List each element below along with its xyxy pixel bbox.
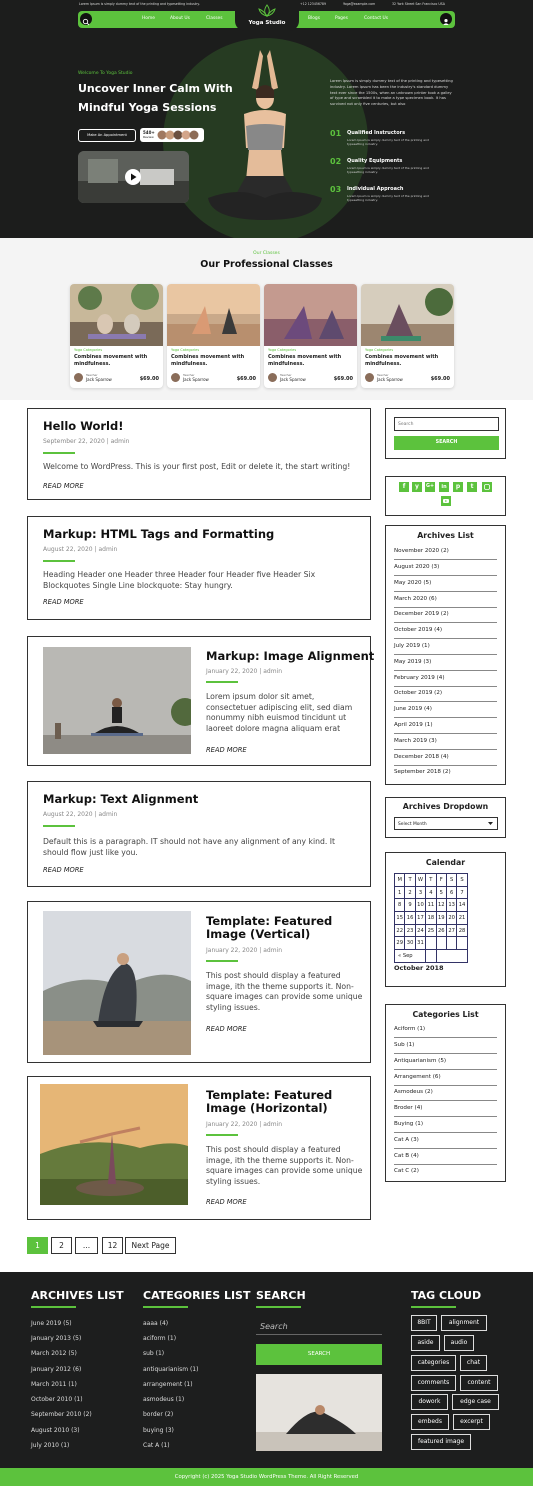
archive-link[interactable]: July 2019 (1) (394, 639, 497, 655)
archive-link[interactable]: November 2020 (2) (394, 544, 497, 560)
feature-title: Quality Equipments (347, 158, 403, 164)
archive-link[interactable]: April 2019 (1) (394, 718, 497, 734)
teacher-label: Teacher (86, 373, 98, 377)
footer-categories-title: CATEGORIES LIST (143, 1289, 251, 1302)
site-logo[interactable] (235, 3, 299, 31)
feature-text: Lorem Ipsum is simply dummy text of the printing and typesetting industry. (347, 138, 429, 147)
youtube-icon[interactable] (441, 496, 451, 506)
class-title[interactable]: Combines movement with mindfulness. (365, 354, 439, 367)
user-icon[interactable] (440, 13, 452, 25)
archive-link[interactable]: October 2019 (4) (394, 623, 497, 639)
hero-title-2: Mindful Yoga Sessions (78, 101, 217, 114)
read-more-link[interactable]: READ MORE (206, 1198, 247, 1206)
page-2-button[interactable]: 2 (51, 1237, 72, 1254)
hero-section (0, 0, 533, 238)
calendar-day: 26 (436, 924, 446, 937)
calendar-day: 28 (457, 924, 467, 937)
class-category: Yoga Categories (268, 348, 297, 352)
calendar-day: 25 (426, 924, 436, 937)
teacher-label: Teacher (377, 373, 389, 377)
teacher-name: Jack Sparrow (377, 377, 403, 382)
read-more-link[interactable]: READ MORE (206, 1025, 247, 1033)
sidebar-search-button[interactable]: SEARCH (394, 436, 499, 450)
footer-image (256, 1374, 382, 1451)
category-link[interactable]: Asmodeus (2) (394, 1085, 497, 1101)
class-category: Yoga Categories (365, 348, 394, 352)
teacher-avatar (268, 373, 277, 382)
post-meta: August 22, 2020 | admin (43, 811, 118, 818)
archive-link[interactable]: March 2019 (3) (394, 734, 497, 750)
calendar-day (426, 937, 436, 950)
hero-description: Lorem Ipsum is simply dummy text of the printing and typesetting industry. Lorem Ipsum has been the industry's standard dummy text ever since the 1500s, when an unknown printer took a galley of type and scrambled it to make a type specimen book. It has survived not only five centuries, but also (330, 79, 453, 107)
calendar-day: 7 (457, 886, 467, 899)
category-link[interactable]: Broder (4) (394, 1101, 497, 1117)
google-plus-icon[interactable]: G+ (425, 482, 435, 492)
archive-link[interactable]: May 2019 (3) (394, 655, 497, 671)
page-1-button[interactable]: 1 (27, 1237, 48, 1254)
topbar-address: 32 York Street San Francisco USA (392, 2, 445, 6)
play-icon[interactable] (125, 169, 141, 185)
calendar-day: 22 (395, 924, 405, 937)
footer-category-link[interactable]: asmodeus (1) (143, 1396, 185, 1403)
teacher-name: Jack Sparrow (86, 377, 112, 382)
footer-accent-bar (31, 1306, 76, 1308)
category-link[interactable]: Sub (1) (394, 1038, 497, 1054)
post-title[interactable]: Markup: Image Alignment (206, 649, 375, 663)
footer-category-link[interactable]: sub (1) (143, 1350, 165, 1357)
read-more-link[interactable]: READ MORE (43, 598, 84, 606)
teacher-label: Teacher (183, 373, 195, 377)
class-image (70, 284, 163, 346)
post-title[interactable]: Markup: HTML Tags and Formatting (43, 527, 275, 541)
calendar-day-header: W (415, 874, 425, 887)
class-image (167, 284, 260, 346)
footer-search-button[interactable]: SEARCH (256, 1344, 382, 1365)
class-price: $69.00 (333, 376, 353, 382)
read-more-link[interactable]: READ MORE (43, 482, 84, 490)
footer-category-link[interactable]: Cat A (1) (143, 1442, 170, 1449)
archives-dropdown-widget (385, 797, 506, 838)
post-accent-bar (43, 452, 75, 454)
category-link[interactable]: Cat C (2) (394, 1168, 419, 1174)
post-meta: January 22, 2020 | admin (206, 1121, 283, 1128)
tag-link[interactable]: 8BIT (411, 1315, 437, 1331)
tag-link[interactable]: edge case (452, 1394, 499, 1410)
footer-category-link[interactable]: aaaa (4) (143, 1320, 169, 1327)
categories-widget (385, 1004, 506, 1182)
blog-post (27, 636, 375, 766)
calendar-day: 17 (415, 912, 425, 925)
feature-title: Qualified Instructors (347, 130, 406, 136)
calendar-day-header: M (395, 874, 405, 887)
calendar-day-header: F (436, 874, 446, 887)
search-widget (385, 408, 506, 459)
teacher-avatar (365, 373, 374, 382)
calendar-day: 14 (457, 899, 467, 912)
feature-text: Lorem Ipsum is simply dummy text of the printing and typesetting industry. (347, 194, 429, 203)
calendar-day: 1 (395, 886, 405, 899)
post-image[interactable] (43, 647, 191, 754)
calendar-day: 18 (426, 912, 436, 925)
post-meta: August 22, 2020 | admin (43, 546, 118, 553)
class-card[interactable] (70, 284, 163, 388)
tag-link[interactable]: excerpt (453, 1414, 490, 1430)
archive-link[interactable]: September 2018 (2) (394, 769, 451, 775)
calendar-day: 19 (436, 912, 446, 925)
footer-archive-link[interactable]: June 2019 (5) (31, 1320, 72, 1327)
archive-link[interactable]: February 2019 (4) (394, 671, 497, 687)
read-more-link[interactable]: READ MORE (43, 866, 84, 874)
linkedin-icon[interactable]: in (439, 482, 449, 492)
class-category: Yoga Categories (171, 348, 200, 352)
footer-archive-link[interactable]: October 2010 (1) (31, 1396, 83, 1403)
sidebar-search-input[interactable]: Search (394, 417, 499, 431)
search-icon[interactable] (80, 13, 92, 25)
post-title[interactable]: Template: Featured Image (Horizontal) (206, 1088, 333, 1115)
calendar-empty (426, 950, 436, 963)
tag-link[interactable]: alignment (441, 1315, 487, 1331)
calendar-day: 23 (405, 924, 415, 937)
calendar-day: 30 (405, 937, 415, 950)
calendar-day: 15 (395, 912, 405, 925)
nav-home[interactable]: Home (142, 16, 155, 21)
nav-pages[interactable]: Pages (335, 16, 348, 21)
post-accent-bar (206, 960, 238, 962)
footer-search-title: SEARCH (256, 1289, 306, 1302)
calendar-day: 6 (446, 886, 456, 899)
post-meta: January 22, 2020 | admin (206, 668, 283, 675)
footer-archive-link[interactable]: July 2010 (1) (31, 1442, 70, 1449)
archive-link[interactable]: December 2018 (4) (394, 750, 497, 766)
footer-accent-bar (256, 1306, 301, 1308)
teacher-name: Jack Sparrow (183, 377, 209, 382)
class-card[interactable] (361, 284, 454, 388)
blog-post (27, 901, 371, 1063)
teacher-label: Teacher (280, 373, 292, 377)
post-title[interactable]: Template: Featured Image (Vertical) (206, 914, 333, 941)
feature-number: 01 (330, 129, 342, 138)
post-excerpt: This post should display a featured image, ith the theme supports it. Non-square images can provide some unique styling issues. (206, 971, 363, 1012)
tag-link[interactable]: embeds (411, 1414, 449, 1430)
feature-number: 02 (330, 157, 342, 166)
pinterest-icon[interactable]: p (453, 482, 463, 492)
class-card[interactable] (264, 284, 357, 388)
category-link[interactable]: Aciform (1) (394, 1022, 497, 1038)
blog-post (27, 781, 371, 887)
footer-category-link[interactable]: aciform (1) (143, 1335, 177, 1342)
archive-link[interactable]: August 2020 (3) (394, 560, 497, 576)
calendar-day (457, 937, 467, 950)
nav-contact[interactable]: Contact Us (364, 16, 388, 21)
post-image[interactable] (43, 911, 191, 1055)
calendar-day: 24 (415, 924, 425, 937)
post-accent-bar (206, 1134, 238, 1136)
category-link[interactable]: Cat B (4) (394, 1149, 497, 1165)
feature-title: Individual Approach (347, 186, 404, 192)
teacher-name: Jack Sparrow (280, 377, 306, 382)
tag-link[interactable]: categories (411, 1355, 456, 1371)
class-price: $69.00 (139, 376, 159, 382)
calendar-day: 8 (395, 899, 405, 912)
archives-widget (385, 525, 506, 785)
post-meta: January 22, 2020 | admin (206, 947, 283, 954)
blog-post (27, 516, 371, 620)
appointment-button[interactable]: Make An Appointment (78, 129, 136, 142)
calendar-day: 13 (446, 899, 456, 912)
nav-about[interactable]: About Us (170, 16, 190, 21)
tag-link[interactable]: aside (411, 1335, 440, 1351)
post-excerpt: Lorem ipsum dolor sit amet, consectetuer adipiscing elit, sed diam nonummy nibh euismod tincidunt ut laoreet dolore magna aliquam erat (206, 692, 353, 733)
post-accent-bar (206, 681, 238, 683)
page-ellipsis: ... (75, 1237, 98, 1254)
calendar-day-header: T (426, 874, 436, 887)
calendar-day: 29 (395, 937, 405, 950)
calendar-day: 10 (415, 899, 425, 912)
footer-category-link[interactable]: arrangement (1) (143, 1381, 193, 1388)
footer-category-link[interactable]: antiquarianism (1) (143, 1366, 199, 1373)
footer-category-link[interactable]: border (2) (143, 1411, 174, 1418)
chevron-down-icon (488, 822, 493, 826)
classes-title: Our Professional Classes (200, 259, 333, 270)
archive-link[interactable]: December 2019 (2) (394, 607, 497, 623)
classes-kicker: Our Classes (253, 251, 280, 256)
hero-kicker: Welcome To Yoga Studio (78, 71, 133, 76)
archives-title: Archives List (417, 531, 474, 540)
footer-accent-bar (143, 1306, 188, 1308)
month-select[interactable] (394, 817, 498, 830)
archive-link[interactable]: May 2020 (5) (394, 576, 497, 592)
teacher-avatar (74, 373, 83, 382)
class-title[interactable]: Combines movement with mindfulness. (268, 354, 342, 367)
dropdown-title: Archives Dropdown (402, 802, 489, 811)
calendar-day-header: S (457, 874, 467, 887)
calendar-table (394, 873, 468, 963)
hero-title-1: Uncover Inner Calm With (78, 82, 233, 95)
topbar-email[interactable]: Yoga@example.com (343, 2, 376, 6)
class-title[interactable]: Combines movement with mindfulness. (171, 354, 245, 367)
brand-name: Yoga Studio (248, 20, 286, 26)
footer-archive-link[interactable]: August 2010 (3) (31, 1427, 80, 1434)
class-image (264, 284, 357, 346)
review-badge (140, 128, 204, 142)
topbar-notice: Lorem Ipsum is simply dummy text of the printing and typesetting industry. (79, 2, 200, 6)
teacher-avatar (171, 373, 180, 382)
calendar-day (446, 937, 456, 950)
category-link[interactable]: Antiquarianism (5) (394, 1054, 497, 1070)
class-title[interactable]: Combines movement with mindfulness. (74, 354, 148, 367)
twitter-icon[interactable]: y (412, 482, 422, 492)
blog-post (27, 408, 371, 500)
calendar-empty (436, 950, 467, 963)
footer-archive-link[interactable]: March 2011 (1) (31, 1381, 77, 1388)
video-thumbnail[interactable] (78, 151, 189, 203)
next-page-button[interactable]: Next Page (125, 1237, 176, 1254)
archive-link[interactable]: March 2020 (6) (394, 592, 497, 608)
read-more-link[interactable]: READ MORE (206, 746, 247, 754)
tag-link[interactable]: content (460, 1375, 498, 1391)
post-excerpt: Welcome to WordPress. This is your first post, Edit or delete it, the start writing! (43, 462, 351, 471)
calendar-day: 20 (446, 912, 456, 925)
tag-link[interactable]: comments (411, 1375, 456, 1391)
footer-archive-link[interactable]: January 2013 (5) (31, 1335, 82, 1342)
footer-search-input[interactable]: Search (256, 1319, 382, 1335)
calendar-day-header: S (446, 874, 456, 887)
calendar-month: October 2018 (394, 964, 444, 972)
blog-post (27, 1076, 371, 1220)
post-excerpt: Default this is a paragraph. IT should not have any alignment of any kind. It should flow just like you. (43, 837, 336, 857)
post-meta: September 22, 2020 | admin (43, 438, 130, 445)
calendar-day: 31 (415, 937, 425, 950)
categories-title: Categories List (412, 1010, 479, 1019)
post-excerpt: This post should display a featured image, ith the theme supports it. Non-square images can provide some unique styling issues. (206, 1145, 363, 1186)
post-title[interactable]: Markup: Text Alignment (43, 792, 199, 806)
tag-link[interactable]: chat (460, 1355, 487, 1371)
footer-archive-link[interactable]: September 2010 (2) (31, 1411, 92, 1418)
calendar-day: 21 (457, 912, 467, 925)
instagram-icon[interactable] (482, 482, 492, 492)
copyright-bar: Copyright (c) 2025 Yoga Studio WordPress Theme. All Right Reserved (0, 1468, 533, 1486)
category-link[interactable]: Buying (1) (394, 1117, 497, 1133)
calendar-day: 4 (426, 886, 436, 899)
archive-link[interactable]: June 2019 (4) (394, 702, 497, 718)
footer-archives-title: ARCHIVES LIST (31, 1289, 124, 1302)
archive-link[interactable]: October 2019 (2) (394, 686, 497, 702)
calendar-day: 11 (426, 899, 436, 912)
calendar-day: 12 (436, 899, 446, 912)
post-image[interactable] (40, 1084, 188, 1205)
footer (0, 1272, 533, 1468)
facebook-icon[interactable]: f (399, 482, 409, 492)
class-card[interactable] (167, 284, 260, 388)
calendar-widget (385, 852, 506, 987)
class-price: $69.00 (236, 376, 256, 382)
lotus-icon (256, 4, 278, 18)
category-link[interactable]: Arrangement (6) (394, 1070, 497, 1086)
review-count: 540+ (143, 130, 155, 135)
post-title[interactable]: Hello World! (43, 419, 124, 433)
footer-accent-bar (411, 1306, 456, 1308)
calendar-day: 2 (405, 886, 415, 899)
calendar-day-header: T (405, 874, 415, 887)
month-select-value: Select Month (398, 822, 427, 827)
calendar-day: 27 (446, 924, 456, 937)
footer-tags-title: TAG CLOUD (411, 1289, 482, 1302)
calendar-day (436, 937, 446, 950)
class-image (361, 284, 454, 346)
nav-classes[interactable]: Classes (206, 16, 223, 21)
footer-category-link[interactable]: buying (3) (143, 1427, 174, 1434)
post-accent-bar (43, 825, 75, 827)
post-excerpt: Heading Header one Header three Header four Header five Header Six Blockquotes Single Line blockquote: Stay hungry. (43, 570, 316, 590)
calendar-day: 5 (436, 886, 446, 899)
feature-text: Lorem Ipsum is simply dummy text of the printing and typesetting industry. (347, 166, 429, 175)
feature-number: 03 (330, 185, 342, 194)
calendar-day: 16 (405, 912, 415, 925)
class-price: $69.00 (430, 376, 450, 382)
page-12-button[interactable]: 12 (102, 1237, 123, 1254)
calendar-title: Calendar (425, 858, 466, 867)
category-link[interactable]: Cat A (3) (394, 1133, 497, 1149)
tag-link[interactable]: audio (444, 1335, 474, 1351)
footer-archive-link[interactable]: January 2012 (6) (31, 1366, 82, 1373)
nav-blogs[interactable]: Blogs (308, 16, 320, 21)
tumblr-icon[interactable]: t (467, 482, 477, 492)
post-accent-bar (43, 560, 75, 562)
hero-yoga-woman (200, 48, 330, 238)
calendar-day: 3 (415, 886, 425, 899)
topbar-phone: +12 123456789 (300, 2, 326, 6)
class-category: Yoga Categories (74, 348, 103, 352)
footer-archive-link[interactable]: March 2012 (5) (31, 1350, 77, 1357)
review-label: Review (143, 135, 154, 139)
review-avatars (157, 130, 203, 140)
calendar-day: 9 (405, 899, 415, 912)
tag-link[interactable]: featured image (411, 1434, 471, 1450)
calendar-prev-link[interactable]: « Sep (395, 950, 426, 963)
tag-link[interactable]: dowork (411, 1394, 448, 1410)
